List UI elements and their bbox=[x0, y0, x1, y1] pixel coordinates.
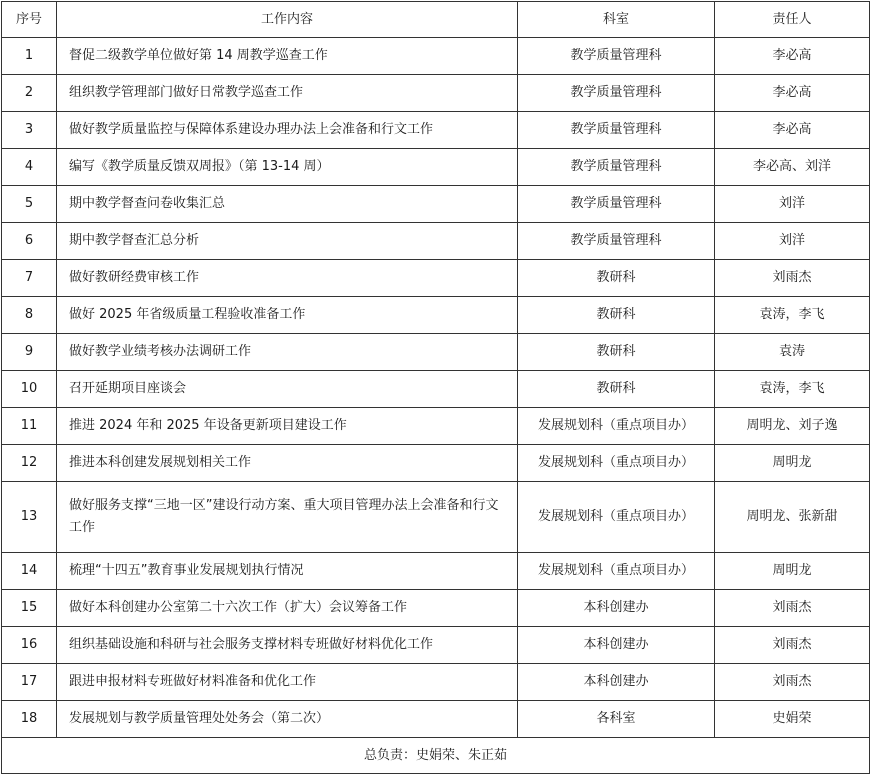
work-plan-table bbox=[1, 1, 870, 774]
table-row bbox=[2, 627, 870, 664]
row-dept: 教研科 bbox=[518, 334, 715, 371]
row-content: 做好教学质量监控与保障体系建设办理办法上会准备和行文工作 bbox=[57, 112, 518, 149]
row-content: 做好本科创建办公室第二十六次工作（扩大）会议筹备工作 bbox=[57, 590, 518, 627]
row-content: 跟进申报材料专班做好材料准备和优化工作 bbox=[57, 664, 518, 701]
row-content: 推进本科创建发展规划相关工作 bbox=[57, 445, 518, 482]
row-number: 12 bbox=[2, 445, 57, 482]
row-dept: 发展规划科（重点项目办） bbox=[518, 408, 715, 445]
row-owner: 刘雨杰 bbox=[715, 664, 870, 701]
row-dept: 教学质量管理科 bbox=[518, 149, 715, 186]
row-content: 发展规划与教学质量管理处处务会（第二次） bbox=[57, 701, 518, 738]
row-content: 组织教学管理部门做好日常教学巡查工作 bbox=[57, 75, 518, 112]
row-content: 期中教学督查汇总分析 bbox=[57, 223, 518, 260]
row-dept: 教研科 bbox=[518, 260, 715, 297]
table-row bbox=[2, 186, 870, 223]
row-content: 做好教学业绩考核办法调研工作 bbox=[57, 334, 518, 371]
row-owner: 李必高、刘洋 bbox=[715, 149, 870, 186]
general-responsible: 总负责：史娟荣、朱正茹 bbox=[2, 738, 870, 774]
table-row bbox=[2, 664, 870, 701]
row-number: 3 bbox=[2, 112, 57, 149]
table-footer-row bbox=[2, 738, 870, 774]
table-row bbox=[2, 149, 870, 186]
row-content: 做好服务支撑“三地一区”建设行动方案、重大项目管理办法上会准备和行文工作 bbox=[57, 482, 518, 553]
row-content: 推进 2024 年和 2025 年设备更新项目建设工作 bbox=[57, 408, 518, 445]
row-content: 做好教研经费审核工作 bbox=[57, 260, 518, 297]
row-number: 10 bbox=[2, 371, 57, 408]
row-owner: 史娟荣 bbox=[715, 701, 870, 738]
row-dept: 教研科 bbox=[518, 371, 715, 408]
header-dept: 科室 bbox=[518, 2, 715, 38]
header-no: 序号 bbox=[2, 2, 57, 38]
row-dept: 教学质量管理科 bbox=[518, 75, 715, 112]
row-dept: 教学质量管理科 bbox=[518, 112, 715, 149]
row-number: 7 bbox=[2, 260, 57, 297]
row-number: 6 bbox=[2, 223, 57, 260]
row-number: 8 bbox=[2, 297, 57, 334]
row-owner: 刘雨杰 bbox=[715, 590, 870, 627]
row-dept: 发展规划科（重点项目办） bbox=[518, 445, 715, 482]
row-owner: 周明龙、刘子逸 bbox=[715, 408, 870, 445]
row-owner: 袁涛，李飞 bbox=[715, 297, 870, 334]
row-owner: 刘雨杰 bbox=[715, 260, 870, 297]
row-number: 15 bbox=[2, 590, 57, 627]
row-number: 1 bbox=[2, 38, 57, 75]
row-dept: 各科室 bbox=[518, 701, 715, 738]
row-owner: 李必高 bbox=[715, 38, 870, 75]
table-row bbox=[2, 38, 870, 75]
table-row bbox=[2, 75, 870, 112]
row-number: 14 bbox=[2, 553, 57, 590]
table-row bbox=[2, 553, 870, 590]
table-row bbox=[2, 112, 870, 149]
row-number: 17 bbox=[2, 664, 57, 701]
table-row bbox=[2, 408, 870, 445]
row-dept: 本科创建办 bbox=[518, 590, 715, 627]
row-content: 召开延期项目座谈会 bbox=[57, 371, 518, 408]
row-owner: 周明龙 bbox=[715, 553, 870, 590]
row-dept: 本科创建办 bbox=[518, 664, 715, 701]
header-owner: 责任人 bbox=[715, 2, 870, 38]
row-content: 编写《教学质量反馈双周报》（第 13-14 周） bbox=[57, 149, 518, 186]
row-content: 期中教学督查问卷收集汇总 bbox=[57, 186, 518, 223]
row-number: 16 bbox=[2, 627, 57, 664]
row-content: 组织基础设施和科研与社会服务支撑材料专班做好材料优化工作 bbox=[57, 627, 518, 664]
row-owner: 李必高 bbox=[715, 75, 870, 112]
row-content: 督促二级教学单位做好第 14 周教学巡查工作 bbox=[57, 38, 518, 75]
row-owner: 周明龙 bbox=[715, 445, 870, 482]
table-row bbox=[2, 482, 870, 553]
table-row bbox=[2, 223, 870, 260]
table-row bbox=[2, 590, 870, 627]
header-content: 工作内容 bbox=[57, 2, 518, 38]
row-number: 18 bbox=[2, 701, 57, 738]
row-owner: 刘洋 bbox=[715, 186, 870, 223]
table-header-row bbox=[2, 2, 870, 38]
row-owner: 周明龙、张新甜 bbox=[715, 482, 870, 553]
row-content: 梳理“十四五”教育事业发展规划执行情况 bbox=[57, 553, 518, 590]
table-row bbox=[2, 260, 870, 297]
table-row bbox=[2, 371, 870, 408]
row-owner: 李必高 bbox=[715, 112, 870, 149]
row-dept: 教学质量管理科 bbox=[518, 38, 715, 75]
row-number: 13 bbox=[2, 482, 57, 553]
row-dept: 发展规划科（重点项目办） bbox=[518, 482, 715, 553]
row-number: 2 bbox=[2, 75, 57, 112]
row-dept: 发展规划科（重点项目办） bbox=[518, 553, 715, 590]
row-owner: 袁涛 bbox=[715, 334, 870, 371]
row-dept: 教学质量管理科 bbox=[518, 186, 715, 223]
table-row bbox=[2, 701, 870, 738]
row-dept: 本科创建办 bbox=[518, 627, 715, 664]
row-number: 5 bbox=[2, 186, 57, 223]
row-owner: 刘雨杰 bbox=[715, 627, 870, 664]
row-owner: 刘洋 bbox=[715, 223, 870, 260]
row-owner: 袁涛，李飞 bbox=[715, 371, 870, 408]
row-content: 做好 2025 年省级质量工程验收准备工作 bbox=[57, 297, 518, 334]
table-row bbox=[2, 297, 870, 334]
row-number: 11 bbox=[2, 408, 57, 445]
table-row bbox=[2, 445, 870, 482]
table-row bbox=[2, 334, 870, 371]
row-dept: 教学质量管理科 bbox=[518, 223, 715, 260]
row-dept: 教研科 bbox=[518, 297, 715, 334]
row-number: 4 bbox=[2, 149, 57, 186]
row-number: 9 bbox=[2, 334, 57, 371]
